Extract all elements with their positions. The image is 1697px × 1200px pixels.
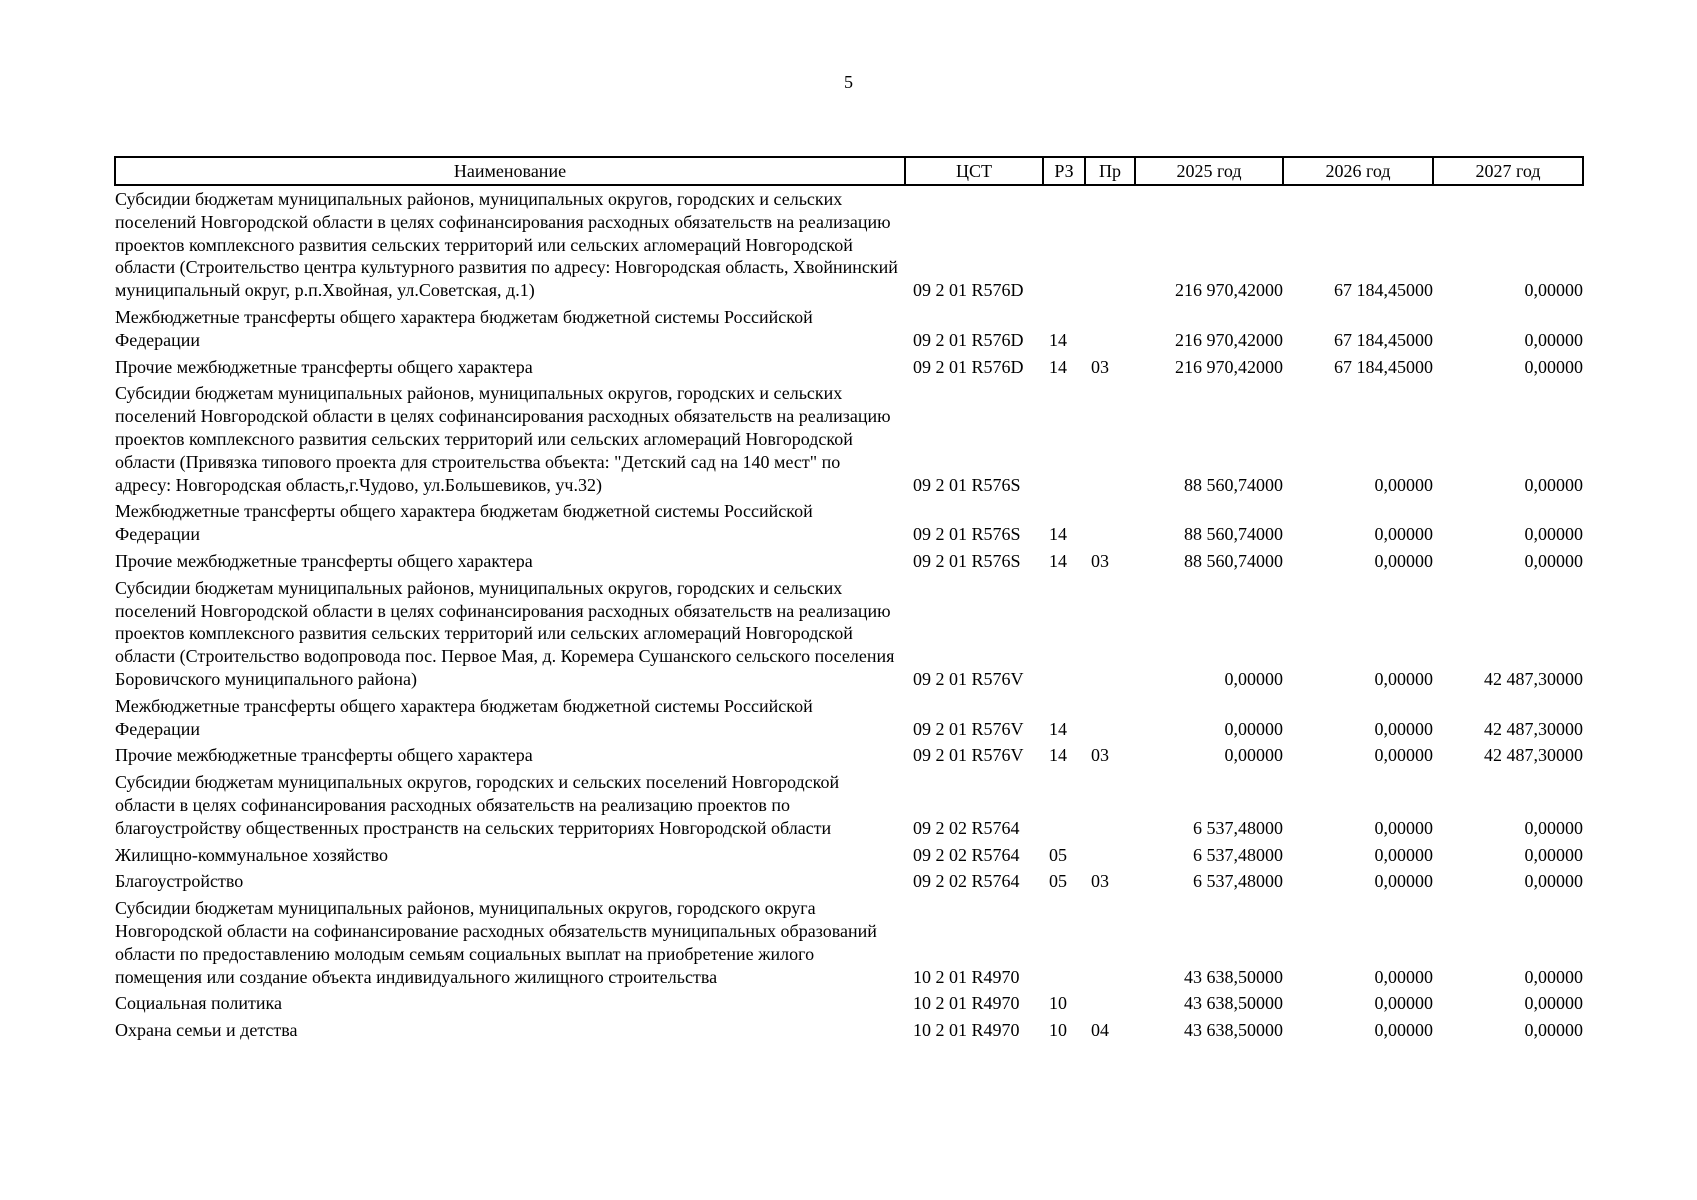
table-row xyxy=(115,695,1583,745)
row-cst: 09 2 02 R5764 xyxy=(913,844,1020,865)
row-2027: 42 487,30000 xyxy=(1484,718,1583,739)
row-cst: 10 2 01 R4970 xyxy=(913,993,1020,1014)
row-2025: 6 537,48000 xyxy=(1193,817,1283,838)
row-pr: 03 xyxy=(1091,871,1109,892)
row-rz xyxy=(1043,771,1085,843)
row-rz: 14 xyxy=(1049,329,1067,350)
table-header-row xyxy=(115,157,1583,185)
row-pr xyxy=(1085,844,1135,871)
row-cst: 09 2 01 R576S xyxy=(913,550,1021,571)
row-rz: 14 xyxy=(1049,745,1067,766)
row-2027: 0,00000 xyxy=(1524,550,1583,571)
row-2026: 67 184,45000 xyxy=(1334,356,1433,377)
row-2025: 216 970,42000 xyxy=(1175,329,1283,350)
row-pr xyxy=(1085,306,1135,356)
row-cst: 10 2 01 R4970 xyxy=(913,966,1020,987)
row-2027: 0,00000 xyxy=(1524,356,1583,377)
header-name: Наименование xyxy=(115,157,905,185)
row-2026: 0,00000 xyxy=(1374,844,1433,865)
row-pr xyxy=(1085,577,1135,695)
row-name: Охрана семьи и детства xyxy=(115,1020,298,1041)
row-pr xyxy=(1085,185,1135,306)
table-row xyxy=(115,550,1583,577)
row-cst: 09 2 01 R576D xyxy=(913,329,1024,350)
row-2027: 0,00000 xyxy=(1524,280,1583,301)
row-name: Социальная политика xyxy=(115,993,282,1014)
table-row xyxy=(115,577,1583,695)
row-2027: 0,00000 xyxy=(1524,871,1583,892)
row-2025: 6 537,48000 xyxy=(1193,844,1283,865)
row-name: Прочие межбюджетные трансферты общего характера xyxy=(115,745,533,766)
row-name: Прочие межбюджетные трансферты общего характера xyxy=(115,550,533,571)
row-cst: 09 2 01 R576V xyxy=(913,668,1024,689)
row-2026: 0,00000 xyxy=(1374,474,1433,495)
table-row xyxy=(115,382,1583,500)
row-2025: 43 638,50000 xyxy=(1184,1020,1283,1041)
row-2027: 42 487,30000 xyxy=(1484,668,1583,689)
row-2025: 88 560,74000 xyxy=(1184,524,1283,545)
row-2025: 6 537,48000 xyxy=(1193,871,1283,892)
table-row xyxy=(115,356,1583,383)
row-rz: 10 xyxy=(1049,993,1067,1014)
header-2025: 2025 год xyxy=(1135,157,1283,185)
table-row xyxy=(115,500,1583,550)
budget-table xyxy=(114,156,1584,1046)
table-row xyxy=(115,185,1583,306)
row-2027: 0,00000 xyxy=(1524,817,1583,838)
row-cst: 09 2 01 R576D xyxy=(913,356,1024,377)
row-name: Субсидии бюджетам муниципальных районов, муниципальных округов, городского округа Новгородской области на софинансирование расходных обязательств муниципальных образований области по предоставлению молодым семьям социальных выплат на приобретение жилого помещения или создание объекта индивидуального жилищного строительства xyxy=(115,898,877,987)
row-2025: 0,00000 xyxy=(1224,745,1283,766)
row-pr: 03 xyxy=(1091,745,1109,766)
row-rz: 10 xyxy=(1049,1020,1067,1041)
row-rz xyxy=(1043,382,1085,500)
row-cst: 09 2 02 R5764 xyxy=(913,871,1020,892)
row-name: Субсидии бюджетам муниципальных округов, городских и сельских поселений Новгородской области в целях софинансирования расходных обязательств на реализацию проектов по благоустройству общественных пространств на сельских территориях Новгородской области xyxy=(115,772,840,838)
header-2026: 2026 год xyxy=(1283,157,1433,185)
row-2027: 0,00000 xyxy=(1524,329,1583,350)
row-name: Межбюджетные трансферты общего характера бюджетам бюджетной системы Российской Федерации xyxy=(115,501,813,545)
table-row xyxy=(115,744,1583,771)
row-2027: 0,00000 xyxy=(1524,474,1583,495)
row-2026: 0,00000 xyxy=(1374,718,1433,739)
row-pr xyxy=(1085,992,1135,1019)
row-pr xyxy=(1085,382,1135,500)
row-pr xyxy=(1085,771,1135,843)
row-cst: 09 2 01 R576S xyxy=(913,524,1021,545)
row-pr xyxy=(1085,695,1135,745)
header-2027: 2027 год xyxy=(1433,157,1583,185)
row-2025: 0,00000 xyxy=(1224,718,1283,739)
row-name: Межбюджетные трансферты общего характера бюджетам бюджетной системы Российской Федерации xyxy=(115,306,813,350)
row-rz: 14 xyxy=(1049,550,1067,571)
row-cst: 09 2 02 R5764 xyxy=(913,817,1020,838)
row-cst: 09 2 01 R576V xyxy=(913,718,1024,739)
table-row xyxy=(115,844,1583,871)
row-pr: 03 xyxy=(1091,356,1109,377)
row-rz: 05 xyxy=(1049,844,1067,865)
table-row xyxy=(115,870,1583,897)
row-2026: 0,00000 xyxy=(1374,668,1433,689)
row-name: Жилищно-коммунальное хозяйство xyxy=(115,844,389,865)
row-2026: 0,00000 xyxy=(1374,524,1433,545)
row-2026: 0,00000 xyxy=(1374,1020,1433,1041)
header-rz: РЗ xyxy=(1043,157,1085,185)
row-2027: 0,00000 xyxy=(1524,993,1583,1014)
row-2025: 216 970,42000 xyxy=(1175,280,1283,301)
row-pr xyxy=(1085,500,1135,550)
page-number: 5 xyxy=(844,72,853,92)
row-cst: 10 2 01 R4970 xyxy=(913,1020,1020,1041)
row-rz: 14 xyxy=(1049,524,1067,545)
row-2025: 0,00000 xyxy=(1224,668,1283,689)
row-cst: 09 2 01 R576S xyxy=(913,474,1021,495)
table-row xyxy=(115,1019,1583,1046)
row-name: Субсидии бюджетам муниципальных районов, муниципальных округов, городских и сельских поселений Новгородской области в целях софинансирования расходных обязательств на реализацию проектов комплексного развития сельских территорий или сельских агломераций Новгородской области (Привязка типового проекта для строительства объекта: "Детский сад на 140 мест" по адресу: Новгородская область,г.Чудово, ул.Большевиков, уч.32) xyxy=(115,383,891,495)
row-name: Благоустройство xyxy=(115,871,244,892)
row-2026: 0,00000 xyxy=(1374,966,1433,987)
table-row xyxy=(115,771,1583,843)
row-2026: 0,00000 xyxy=(1374,993,1433,1014)
row-2025: 43 638,50000 xyxy=(1184,993,1283,1014)
row-rz: 05 xyxy=(1049,871,1067,892)
row-rz xyxy=(1043,577,1085,695)
row-name: Прочие межбюджетные трансферты общего характера xyxy=(115,356,533,377)
row-cst: 09 2 01 R576D xyxy=(913,280,1024,301)
row-name: Субсидии бюджетам муниципальных районов, муниципальных округов, городских и сельских поселений Новгородской области в целях софинансирования расходных обязательств на реализацию проектов комплексного развития сельских территорий или сельских агломераций Новгородской области (Строительство центра культурного развития по адресу: Новгородская область, Хвойнинский муниципальный округ, р.п.Хвойная, ул.Советская, д.1) xyxy=(115,189,898,301)
row-2026: 67 184,45000 xyxy=(1334,280,1433,301)
row-name: Субсидии бюджетам муниципальных районов, муниципальных округов, городских и сельских поселений Новгородской области в целях софинансирования расходных обязательств на реализацию проектов комплексного развития сельских территорий или сельских агломераций Новгородской области (Строительство водопровода пос. Первое Мая, д. Коремера Сушанского сельского поселения Боровичского муниципального района) xyxy=(115,577,895,689)
row-cst: 09 2 01 R576V xyxy=(913,745,1024,766)
table-row xyxy=(115,897,1583,992)
row-2026: 0,00000 xyxy=(1374,550,1433,571)
row-2026: 0,00000 xyxy=(1374,745,1433,766)
row-2026: 0,00000 xyxy=(1374,817,1433,838)
row-2025: 43 638,50000 xyxy=(1184,966,1283,987)
header-pr: Пр xyxy=(1085,157,1135,185)
row-pr: 04 xyxy=(1091,1020,1109,1041)
table-row xyxy=(115,306,1583,356)
row-pr: 03 xyxy=(1091,550,1109,571)
row-2026: 67 184,45000 xyxy=(1334,329,1433,350)
row-2025: 216 970,42000 xyxy=(1175,356,1283,377)
header-cst: ЦСТ xyxy=(905,157,1043,185)
row-2026: 0,00000 xyxy=(1374,871,1433,892)
row-rz: 14 xyxy=(1049,356,1067,377)
row-rz: 14 xyxy=(1049,718,1067,739)
row-pr xyxy=(1085,897,1135,992)
row-name: Межбюджетные трансферты общего характера бюджетам бюджетной системы Российской Федерации xyxy=(115,695,813,739)
row-2025: 88 560,74000 xyxy=(1184,474,1283,495)
row-2027: 0,00000 xyxy=(1524,1020,1583,1041)
row-2025: 88 560,74000 xyxy=(1184,550,1283,571)
row-2027: 0,00000 xyxy=(1524,844,1583,865)
row-2027: 42 487,30000 xyxy=(1484,745,1583,766)
row-rz xyxy=(1043,185,1085,306)
row-2027: 0,00000 xyxy=(1524,524,1583,545)
row-rz xyxy=(1043,897,1085,992)
row-2027: 0,00000 xyxy=(1524,966,1583,987)
table-row xyxy=(115,992,1583,1019)
